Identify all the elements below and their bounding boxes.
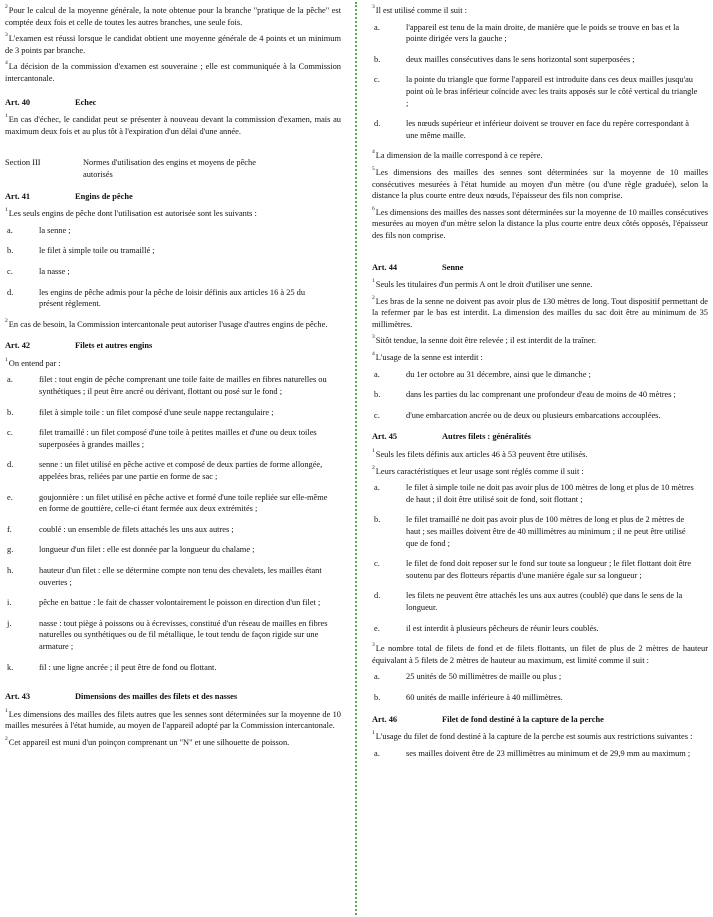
paragraph: $^1$Seuls les filets définis aux articles 46 à 53 peuvent être utilisés. <box>372 448 588 460</box>
article-heading: Art. 45 Autres filets : généralités <box>372 432 531 442</box>
list-item <box>372 623 708 635</box>
list-item-text: dans les parties du lac comprenant une profondeur d'eau de moins de 40 mètres ; <box>406 390 676 400</box>
list-item-text: les filets ne peuvent être attachés les uns aux autres (coublé) que dans le sens de la longueur. <box>406 591 683 612</box>
article-heading: Art. 46 Filet de fond destiné à la capture de la perche <box>372 714 604 724</box>
list-item-letter: a. <box>374 483 380 493</box>
list-item-letter: b. <box>7 407 14 417</box>
list-item-text: la senne ; <box>39 225 71 235</box>
paragraph: $^2$Pour le calcul de la moyenne générale, la note obtenue pour la branche "pratique de la pêche" est comptée deux fois et celle de toutes les autres branches, une seule fois. <box>5 4 341 27</box>
item-list <box>372 671 708 703</box>
list-item-letter: e. <box>7 492 13 502</box>
article-heading: Art. 44 Senne <box>372 262 464 272</box>
list-item-letter: d. <box>7 460 14 470</box>
list-item-letter: a. <box>374 369 380 379</box>
list-item-letter: i. <box>7 598 12 608</box>
paragraph: $^3$Il est utilisé comme il suit : <box>372 4 467 15</box>
list-item <box>5 427 341 450</box>
list-item-text: senne : un filet utilisé en pêche active et composé de deux parties de forme allongée, appelées bras, reliées par une partie en forme de sac ; <box>39 460 323 482</box>
list-item-text: le filet à simple toile ne doit pas avoir plus de 100 mètres de long et plus de 10 mètres de haut ; il doit être utilisé soit de fond, soit flottant ; <box>406 483 694 504</box>
list-item-text: nasse : tout piège à poissons ou à écrevisses, constitué d'un réseau de mailles en fibres naturelles ou synthétiques ou de fil métallique, le tout tendu de façon rigide sur une armature ; <box>39 618 328 651</box>
list-item-text: 25 unités de 50 millimètres de maille ou plus ; <box>406 672 562 682</box>
list-item-letter: a. <box>374 22 380 32</box>
list-item <box>5 287 341 310</box>
article-heading: Art. 40 Echec <box>5 97 97 107</box>
section-heading: Section III Normes d'utilisation des engins et moyens de pêche autorisés <box>5 158 256 179</box>
list-item-text: filet : tout engin de pêche comprenant une toile faite de mailles en fibres naturelles ou synthétiques ; il peut être ancré ou dérivant, flottant ou posé sur le fond ; <box>39 375 327 397</box>
list-item-letter: d. <box>374 591 381 601</box>
list-item-letter: b. <box>374 390 381 400</box>
list-item-letter: c. <box>374 75 380 85</box>
item-list <box>5 225 341 310</box>
list-item <box>372 514 708 549</box>
list-item <box>5 524 341 536</box>
list-item <box>372 671 708 683</box>
right-column <box>372 5 708 768</box>
list-item <box>5 492 341 515</box>
list-item <box>372 692 708 704</box>
list-item-letter: c. <box>374 410 380 420</box>
list-item-text: fil : une ligne ancrée ; il peut être de fond ou flottant. <box>39 662 217 672</box>
paragraph: $^4$La décision de la commission d'examen est souveraine ; elle est communiquée à la Commission intercantonale. <box>5 60 341 83</box>
list-item <box>5 245 341 257</box>
left-column <box>5 5 341 754</box>
list-item <box>5 459 341 482</box>
list-item-letter: e. <box>374 623 380 633</box>
list-item-letter: f. <box>7 524 12 534</box>
paragraph: $^3$L'examen est réussi lorsque le candidat obtient une moyenne générale de 4 points et un minimum de 3 points par branche. <box>5 32 341 55</box>
paragraph: $^2$Leurs caractéristiques et leur usage sont réglés comme il suit : <box>372 464 584 476</box>
list-item <box>5 565 341 588</box>
list-item-text: l'appareil est tenu de la main droite, de manière que le poids se trouve en bas et la pointe dirigée vers la gauche ; <box>406 22 680 44</box>
list-item <box>372 118 708 141</box>
list-item-text: filet tramaillé : un filet composé d'une toile à petites mailles et d'une ou deux toiles superposées à grandes mailles ; <box>39 428 317 449</box>
list-item-letter: b. <box>374 515 381 525</box>
list-item-letter: a. <box>7 375 13 385</box>
list-item <box>372 410 708 422</box>
paragraph: $^3$Le nombre total de filets de fond et de filets flottants, un filet de plus de 2 mètres de hauteur équivalant à 5 filets de 2 mètres de hauteur au maximum, est limité comme il suit : <box>372 642 708 665</box>
list-item <box>372 369 708 381</box>
list-item-text: le filet tramaillé ne doit pas avoir plus de 100 mètres de long et plus de 2 mètres de haut ; ses mailles doivent être de 40 millimètres au minimum ; il ne peut être utilisé que de fond ; <box>406 515 686 548</box>
list-item-text: ses mailles doivent être de 23 millimètres au minimum et de 29,9 mm au maximum ; <box>406 748 691 758</box>
list-item-text: il est interdit à plusieurs pêcheurs de réunir leurs coublés. <box>406 623 599 633</box>
paragraph: $^1$L'usage du filet de fond destiné à la capture de la perche est soumis aux restrictions suivantes : <box>372 730 693 742</box>
item-list <box>372 482 708 634</box>
column-divider <box>355 2 357 915</box>
list-item-letter: b. <box>374 54 381 64</box>
list-item <box>5 407 341 419</box>
list-item-letter: a. <box>7 225 13 235</box>
list-item-text: du 1er octobre au 31 décembre, ainsi que le dimanche ; <box>406 369 591 379</box>
list-item <box>372 590 708 613</box>
list-item-letter: d. <box>7 287 14 297</box>
list-item-text: les engins de pêche admis pour la pêche de loisir définis aux articles 16 à 25 du présent règlement. <box>39 287 306 309</box>
paragraph: $^2$Cet appareil est muni d'un poinçon comprenant un "N" et une silhouette de poisson. <box>5 735 290 747</box>
list-item-text: d'une embarcation ancrée ou de deux ou plusieurs embarcations accouplées. <box>406 410 661 420</box>
list-item-letter: a. <box>374 672 380 682</box>
paragraph: $^4$L'usage de la senne est interdit : <box>372 351 483 363</box>
list-item <box>372 482 708 505</box>
list-item-text: longueur d'un filet : elle est donnée par la longueur du chalame ; <box>39 545 255 555</box>
paragraph: $^1$En cas d'échec, le candidat peut se présenter à nouveau devant la commission d'examen, mais au maximum deux fois et au plus tôt à l'expiration d'un délai d'une année. <box>5 113 341 136</box>
list-item <box>372 748 708 760</box>
list-item <box>5 266 341 278</box>
item-list <box>5 374 341 673</box>
item-list <box>372 22 708 142</box>
list-item <box>5 597 341 609</box>
list-item-text: filet à simple toile : un filet composé d'une seule nappe rectangulaire ; <box>39 407 274 417</box>
list-item-text: goujonnière : un filet utilisé en pêche active et formé d'une toile repliée sur elle-même en forme de gouttière, celle-ci étant fermée aux deux extrémités ; <box>39 492 328 514</box>
list-item-letter: j. <box>7 618 12 628</box>
list-item-text: pêche en battue : le fait de chasser volontairement le poisson en direction d'un filet ; <box>39 598 321 608</box>
list-item-text: hauteur d'un filet : elle se détermine compte non tenu des chevalets, les mailles étant ouvertes ; <box>39 566 322 587</box>
list-item-letter: h. <box>7 566 14 575</box>
paragraph: $^1$On entend par : <box>5 356 61 368</box>
paragraph: $^5$Les dimensions des mailles des sennes sont déterminées sur la moyenne de 10 mailles consécutives mesurées à l'état humide au moyen d'un mètre (ou d'une règle graduée), selon la distance la plus courte entre deux nœuds, l'épaisseur des fils non comprise. <box>372 165 708 201</box>
list-item-text: deux mailles consécutives dans le sens horizontal sont superposées ; <box>406 54 635 64</box>
list-item-text: la pointe du triangle que forme l'appareil est introduite dans ces deux mailles jusqu'au point où le bras inférieur coïncide avec les traits apposés sur le côté vertical du triangle ; <box>406 75 698 108</box>
paragraph: $^2$En cas de besoin, la Commission intercantonale peut autoriser l'usage d'autres engins de pêche. <box>5 317 328 329</box>
list-item-text: 60 unités de maille inférieure à 40 millimètres. <box>406 692 563 702</box>
paragraph: $^1$Les dimensions des mailles des filets autres que les sennes sont déterminées sur la moyenne de 10 mailles mesurées à l'état humide, au moyen de l'appareil adopté par la Commission intercantonale. <box>5 707 341 731</box>
item-list <box>372 748 708 760</box>
article-heading: Art. 41 Engins de pêche <box>5 191 133 201</box>
list-item-text: coublé : un ensemble de filets attachés les uns aux autres ; <box>39 524 234 534</box>
paragraph: $^6$Les dimensions des mailles des nasses sont déterminées sur la moyenne de 10 mailles consécutives mesurées au moyen d'un mètre selon la distance la plus courte entre deux côtés opposés, l'épaisseur des fils non comprise. <box>372 205 708 240</box>
article-heading: Art. 42 Filets et autres engins <box>5 341 153 351</box>
list-item <box>5 618 341 653</box>
list-item <box>372 389 708 401</box>
paragraph: $^1$Seuls les titulaires d'un permis A ont le droit d'utiliser une senne. <box>372 278 593 290</box>
item-list <box>372 369 708 422</box>
list-item <box>5 544 341 556</box>
list-item-letter: k. <box>7 662 14 672</box>
list-item-letter: d. <box>374 119 381 129</box>
list-item-letter: b. <box>374 692 381 702</box>
list-item <box>5 225 341 237</box>
list-item-text: la nasse ; <box>39 266 70 276</box>
list-item-letter: b. <box>7 246 14 256</box>
list-item <box>372 22 708 45</box>
list-item <box>372 54 708 66</box>
list-item-letter: c. <box>374 559 380 569</box>
list-item <box>5 374 341 397</box>
paragraph: $^3$Sitôt tendue, la senne doit être relevée ; il est interdit de la traîner. <box>372 334 597 346</box>
list-item-letter: g. <box>7 545 14 555</box>
list-item-letter: c. <box>7 428 13 438</box>
list-item-text: les nœuds supérieur et inférieur doivent se trouver en face du repère correspondant à une même maille. <box>406 119 690 140</box>
list-item-letter: c. <box>7 266 13 276</box>
list-item-letter: a. <box>374 748 380 758</box>
list-item-text: le filet de fond doit reposer sur le fond sur toute sa longueur ; le filet flottant doit être soutenu par des flotteurs répartis d'une manière égale sur sa longueur ; <box>406 559 692 580</box>
article-heading: Art. 43 Dimensions des mailles des filets et des nasses <box>5 692 238 702</box>
list-item <box>372 74 708 109</box>
paragraph: $^1$Les seuls engins de pêche dont l'utilisation est autorisée sont les suivants : <box>5 207 257 219</box>
list-item <box>372 558 708 581</box>
list-item-text: le filet à simple toile ou tramaillé ; <box>39 246 155 256</box>
paragraph: $^4$La dimension de la maille correspond à ce repère. <box>372 149 543 161</box>
list-item <box>5 662 341 674</box>
paragraph: $^2$Les bras de la senne ne doivent pas avoir plus de 130 mètres de long. Tout dispositif permettant de la refermer par le bas est interdit. La dimension des mailles du sac doit être au minimum de 35 millimètres. <box>372 294 708 329</box>
